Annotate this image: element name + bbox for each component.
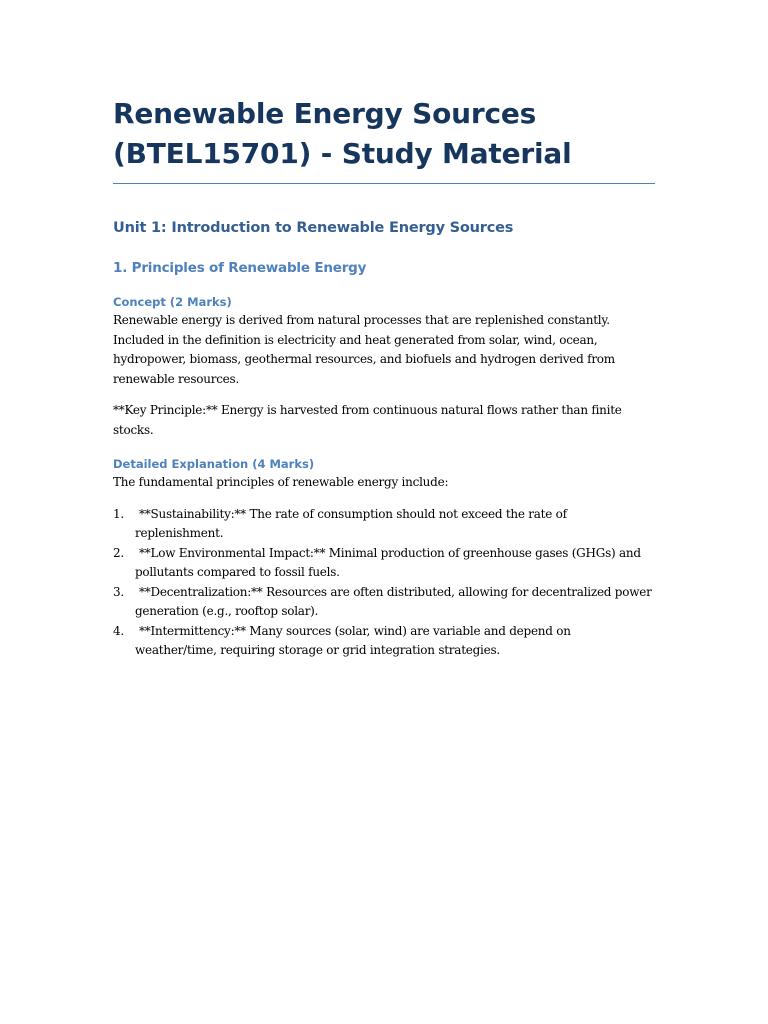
list-item: [113, 583, 655, 622]
unit-heading: Unit 1: Introduction to Renewable Energy Sources: [113, 220, 514, 236]
list-item: [113, 505, 655, 544]
list-item-text: **Sustainability:** The rate of consumption should not exceed the rate of replenishment.: [135, 506, 567, 540]
list-item-number: 3.: [113, 584, 124, 599]
list-item-number: 1.: [113, 506, 124, 521]
list-item-number: 2.: [113, 545, 124, 560]
principles-list: [113, 505, 655, 661]
concept-paragraph: Renewable energy is derived from natural processes that are replenished constantly. Included in the definition is electricity and heat generated from solar, wind, ocean, hydropower, biomass, geothermal resources, and biofuels and hydrogen derived from renewable resources.: [113, 313, 615, 386]
key-principle-paragraph: **Key Principle:** Energy is harvested from continuous natural flows rather than finite stocks.: [113, 403, 622, 437]
list-item-text: **Low Environmental Impact:** Minimal production of greenhouse gases (GHGs) and pollutants compared to fossil fuels.: [135, 545, 641, 579]
list-item-text: **Intermittency:** Many sources (solar, wind) are variable and depend on weather/time, requiring storage or grid integration strategies.: [135, 623, 571, 657]
list-item-text: **Decentralization:** Resources are often distributed, allowing for decentralized power generation (e.g., rooftop solar).: [135, 584, 652, 618]
document-page: [113, 94, 655, 661]
section-heading: 1. Principles of Renewable Energy: [113, 260, 367, 276]
list-item: [113, 622, 655, 661]
detailed-intro-paragraph: The fundamental principles of renewable energy include:: [113, 475, 449, 489]
detailed-explanation-heading: Detailed Explanation (4 Marks): [113, 457, 315, 471]
document-title: Renewable Energy Sources (BTEL15701) - Study Material: [113, 94, 655, 184]
concept-heading: Concept (2 Marks): [113, 295, 232, 309]
list-item-number: 4.: [113, 623, 124, 638]
list-item: [113, 544, 655, 583]
